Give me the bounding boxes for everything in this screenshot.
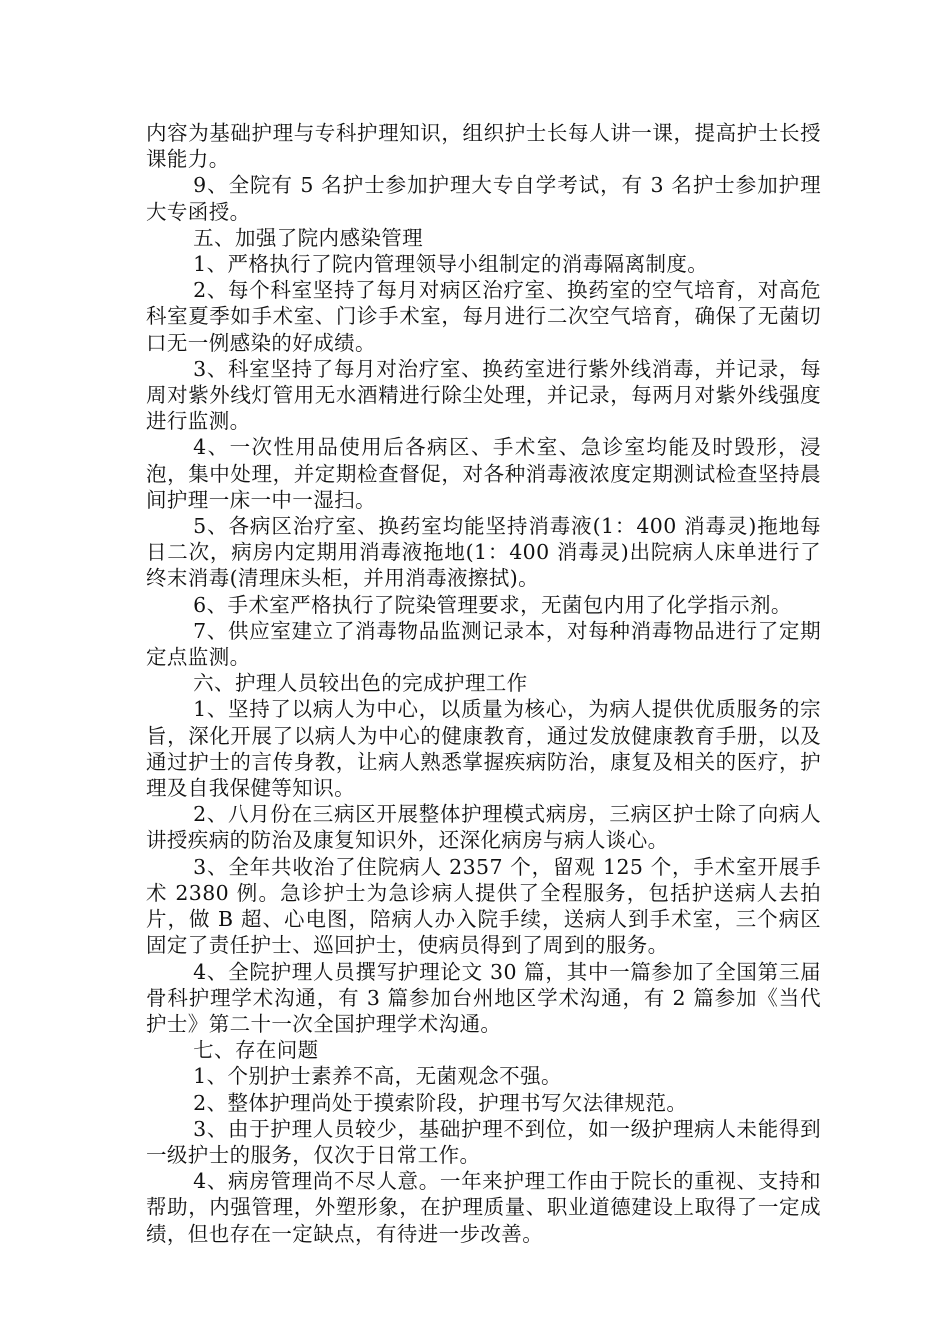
paragraph-5-4: 4、一次性用品使用后各病区、手术室、急诊室均能及时毁形，浸泡，集中处理，并定期检查督促，对各种消毒液浓度定期测试检查坚持晨间护理一床一中一湿扫。 (146, 435, 821, 512)
paragraph-5-6: 6、手术室严格执行了院染管理要求，无菌包内用了化学指示剂。 (193, 592, 792, 617)
paragraph-continuation: 内容为基础护理与专科护理知识，组织护士长每人讲一课，提高护士长授课能力。 (146, 121, 821, 172)
paragraph-6-1: 1、坚持了以病人为中心，以质量为核心，为病人提供优质服务的宗旨，深化开展了以病人为中心的健康教育，通过发放健康教育手册，以及通过护士的言传身教，让病人熟悉掌握疾病防治，康复及相关的医疗，护理及自我保健等知识。 (146, 697, 821, 801)
paragraph-item-9: 9、全院有 5 名护士参加护理大专自学考试，有 3 名护士参加护理大专函授。 (146, 173, 821, 224)
paragraph-7-4: 4、病房管理尚不尽人意。一年来护理工作由于院长的重视、支持和帮助，内强管理，外塑形象，在护理质量、职业道德建设上取得了一定成绩，但也存在一定缺点，有待进一步改善。 (146, 1169, 821, 1246)
document-body (146, 120, 821, 1247)
paragraph-6-3: 3、全年共收治了住院病人 2357 个，留观 125 个，手术室开展手术 2380 例。急诊护士为急诊病人提供了全程服务，包括护送病人去拍片，做 B 超、心电图，陪病人办入院手续，送病人到手术室，三个病区固定了责任护士、巡回护士，使病员得到了周到的服务。 (146, 854, 821, 958)
paragraph-5-5: 5、各病区治疗室、换药室均能坚持消毒液(1：400 消毒灵)拖地每日二次，病房内定期用消毒液拖地(1：400 消毒灵)出院病人床单进行了终末消毒(清理床头柜，并用消毒液擦拭)。 (146, 514, 821, 591)
section-heading-5: 五、加强了院内感染管理 (193, 225, 424, 250)
paragraph-6-2: 2、八月份在三病区开展整体护理模式病房，三病区护士除了向病人讲授疾病的防治及康复知识外，还深化病房与病人谈心。 (146, 802, 821, 853)
paragraph-7-1: 1、个别护士素养不高，无菌观念不强。 (193, 1064, 562, 1089)
paragraph-5-2: 2、每个科室坚持了每月对病区治疗室、换药室的空气培育，对高危科室夏季如手术室、门诊手术室，每月进行二次空气培育，确保了无菌切口无一例感染的好成绩。 (146, 278, 821, 355)
section-heading-7: 七、存在问题 (193, 1038, 319, 1063)
paragraph-6-4: 4、全院护理人员撰写护理论文 30 篇，其中一篇参加了全国第三届骨科护理学术沟通，有 3 篇参加台州地区学术沟通，有 2 篇参加《当代护士》第二十一次全国护理学术沟通。 (146, 959, 821, 1036)
paragraph-7-2: 2、整体护理尚处于摸索阶段，护理书写欠法律规范。 (193, 1090, 688, 1115)
section-heading-6: 六、护理人员较出色的完成护理工作 (193, 671, 528, 696)
paragraph-5-7: 7、供应室建立了消毒物品监测记录本，对每种消毒物品进行了定期定点监测。 (146, 618, 821, 670)
paragraph-5-3: 3、科室坚持了每月对治疗室、换药室进行紫外线消毒，并记录，每周对紫外线灯管用无水酒精进行除尘处理，并记录，每两月对紫外线强度进行监测。 (146, 356, 821, 434)
paragraph-7-3: 3、由于护理人员较少，基础护理不到位，如一级护理病人未能得到一级护士的服务，仅次于日常工作。 (146, 1116, 821, 1167)
paragraph-5-1: 1、严格执行了院内管理领导小组制定的消毒隔离制度。 (193, 252, 709, 277)
